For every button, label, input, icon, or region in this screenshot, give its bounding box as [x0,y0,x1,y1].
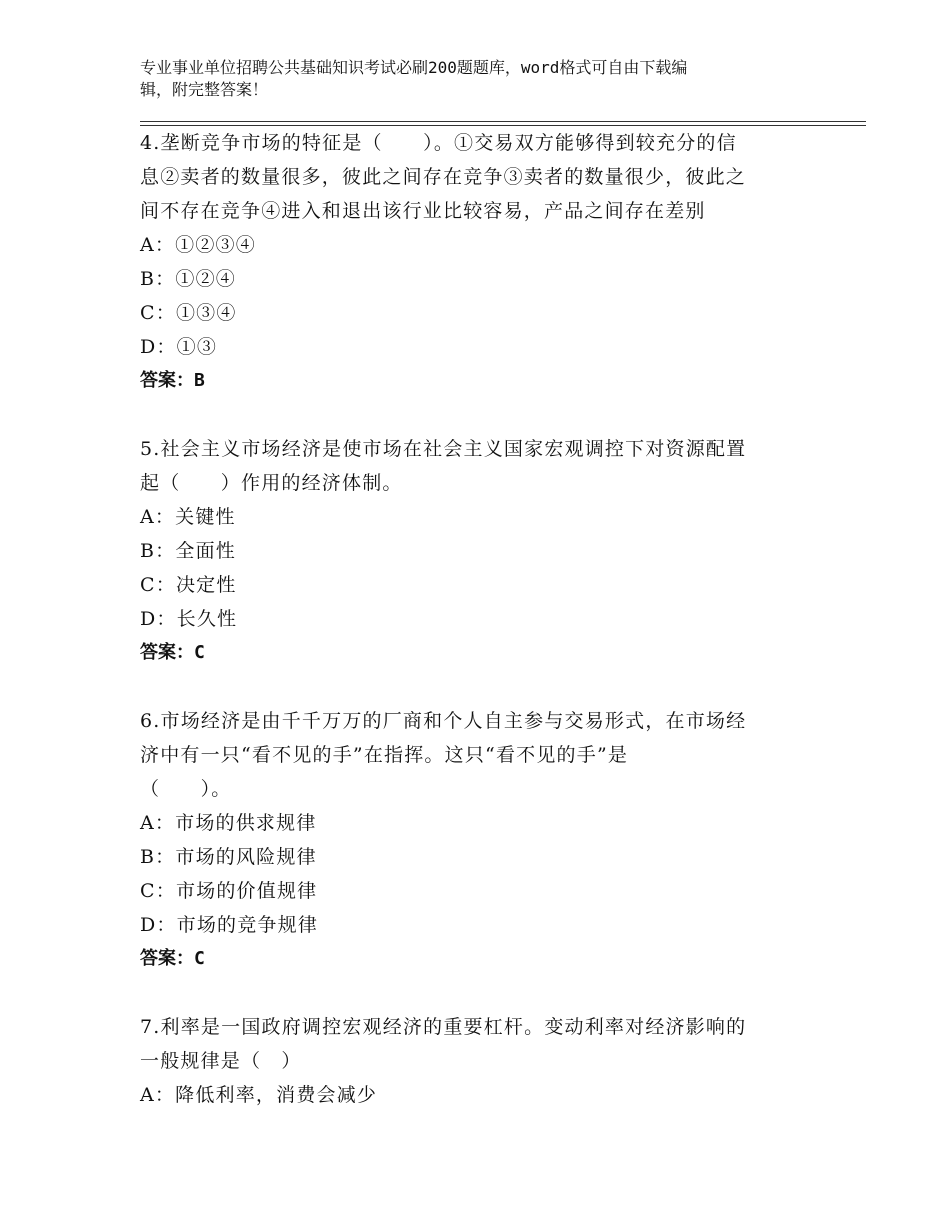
stem-line: 6.市场经济是由千千万万的厂商和个人自主参与交易形式，在市场经 [140,710,747,732]
option-c: C：决定性 [140,574,237,596]
option-d: D：市场的竞争规律 [140,914,319,936]
option-c: C：市场的价值规律 [140,880,318,902]
option-b: B：①②④ [140,268,236,290]
stem-line: 间不存在竞争④进入和退出该行业比较容易，产品之间存在差别 [140,200,706,222]
stem-line: 7.利率是一国政府调控宏观经济的重要杠杆。变动利率对经济影响的 [140,1016,747,1038]
option-b: B：全面性 [140,540,236,562]
question-7 [140,1010,800,1112]
option-a: A：关键性 [140,506,236,528]
question-6 [140,704,800,976]
question-5 [140,432,800,670]
spacer [140,976,800,1010]
question-4 [140,126,800,398]
answer-label: 答案：C [140,642,205,663]
header-line-1: 专业事业单位招聘公共基础知识考试必刷200题题库，word格式可自由下载编 [140,58,688,77]
option-a: A：市场的供求规律 [140,812,317,834]
question-stem [140,126,800,228]
question-stem [140,704,800,806]
question-list [140,126,800,1112]
stem-line: 济中有一只“看不见的手”在指挥。这只“看不见的手”是 [140,744,629,766]
document-header [140,57,790,101]
question-stem [140,1010,800,1078]
stem-line: （ ）。 [140,778,232,800]
option-d: D：①③ [140,336,218,358]
option-b: B：市场的风险规律 [140,846,317,868]
option-c: C：①③④ [140,302,237,324]
question-stem [140,432,800,500]
option-a: A：降低利率，消费会减少 [140,1084,378,1106]
stem-line: 息②卖者的数量很多，彼此之间存在竞争③卖者的数量很少，彼此之 [140,166,747,188]
option-a: A：①②③④ [140,234,256,256]
answer-label: 答案：B [140,370,205,391]
answer-label: 答案：C [140,948,205,969]
stem-line: 起（ ）作用的经济体制。 [140,472,403,494]
stem-line: 5.社会主义市场经济是使市场在社会主义国家宏观调控下对资源配置 [140,438,747,460]
stem-line: 一般规律是（ ） [140,1050,302,1072]
stem-line: 4.垄断竞争市场的特征是（ ）。①交易双方能够得到较充分的信 [140,132,737,154]
spacer [140,398,800,432]
spacer [140,670,800,704]
header-line-2: 辑，附完整答案！ [140,80,269,99]
option-d: D：长久性 [140,608,238,630]
